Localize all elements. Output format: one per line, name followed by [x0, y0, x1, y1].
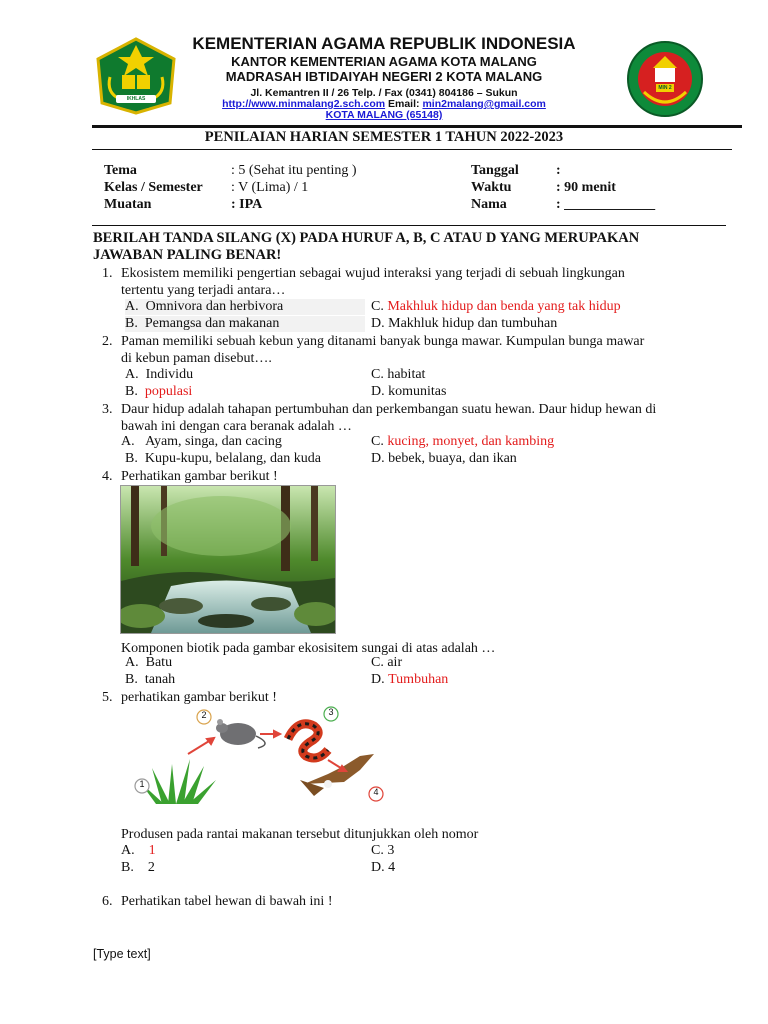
q3-text [121, 401, 741, 435]
waktu-value: : 90 menit [556, 180, 616, 195]
q5-question: Produsen pada rantai makanan tersebut ditunjukkan oleh nomor [121, 827, 479, 842]
q3-number: 3. [102, 402, 113, 417]
email-link[interactable]: min2malang@gmail.com [422, 98, 546, 110]
q1-option-a[interactable] [125, 299, 365, 315]
q4-option-b-text: tanah [144, 672, 176, 687]
q5-option-b-text: 2 [147, 860, 155, 875]
snake-icon [288, 724, 328, 758]
q1-option-a-text: Omnivora dan herbivora [145, 299, 284, 314]
instruction-line-1: BERILAH TANDA SILANG (X) PADA HURUF A, B, C ATAU D YANG MERUPAKAN [93, 230, 640, 246]
nama-label: Nama [471, 197, 507, 212]
q4-option-d[interactable] [371, 672, 448, 688]
q2-option-b-letter: B. [125, 384, 138, 399]
q3-option-d[interactable] [371, 451, 517, 467]
q2-option-c-letter: C. [371, 367, 384, 382]
q3-option-c[interactable] [371, 434, 554, 450]
left-logo-text: IKHLAS BERAMAL [123, 96, 149, 110]
email-label: Email: [388, 98, 420, 110]
city-line [0, 109, 768, 121]
q4-option-c-text: air [387, 655, 403, 670]
q5-option-b-letter: B. [121, 860, 134, 875]
header-divider [92, 125, 742, 128]
q3-option-b-text: Kupu-kupu, belalang, dan kuda [144, 451, 321, 466]
ministry-name: KEMENTERIAN AGAMA REPUBLIK INDONESIA [192, 34, 576, 53]
q6-number: 6. [102, 894, 113, 909]
q3-option-c-text: kucing, monyet, dan kambing [387, 434, 555, 449]
q1-option-d-text: Makhluk hidup dan tumbuhan [388, 316, 558, 331]
waktu-label: Waktu [471, 180, 512, 195]
q1-option-c-text: Makhluk hidup dan benda yang tak hidup [387, 299, 621, 314]
q3-line-1: Daur hidup adalah tahapan pertumbuhan dan perkembangan suatu hewan. Daur hidup hewan di [121, 402, 657, 417]
river-forest-image [120, 485, 336, 634]
q4-option-d-letter: D. [371, 672, 385, 687]
q1-number: 1. [102, 266, 113, 281]
q4-option-c[interactable] [371, 655, 402, 671]
chain-label-2: 2 [201, 710, 207, 720]
q2-option-a-text: Individu [145, 367, 194, 382]
q1-option-b[interactable] [125, 316, 365, 332]
q1-option-d[interactable] [371, 316, 557, 332]
q5-option-a-text: 1 [148, 843, 156, 858]
q2-option-b-text: populasi [144, 384, 193, 399]
school-name: MADRASAH IBTIDAIYAH NEGERI 2 KOTA MALANG [225, 69, 543, 84]
muatan-value: : IPA [231, 197, 263, 212]
tema-value: : 5 (Sehat itu penting ) [231, 163, 357, 178]
q4-option-a-letter: A. [125, 655, 139, 670]
food-chain-image [128, 704, 392, 810]
q5-option-a-letter: A. [121, 843, 135, 858]
info-divider [92, 225, 726, 226]
city-link[interactable]: KOTA MALANG (65148) [325, 109, 443, 121]
kelas-value: : V (Lima) / 1 [231, 180, 309, 195]
q3-line-2: bawah ini dengan cara beranak adalah … [121, 419, 352, 434]
q6-text: Perhatikan tabel hewan di bawah ini ! [121, 894, 333, 909]
q1-line-1: Ekosistem memiliki pengertian sebagai wujud interaksi yang terjadi di sebuah lingkungan [121, 266, 625, 281]
exam-title: PENILAIAN HARIAN SEMESTER 1 TAHUN 2022-2023 [204, 129, 564, 145]
q1-line-2: tertentu yang terjadi antara… [121, 283, 286, 298]
q2-line-2: di kebun paman disebut…. [121, 351, 272, 366]
q2-option-c-text: habitat [387, 367, 426, 382]
right-logo-text: MIN 2 [658, 85, 672, 91]
q5-option-a[interactable] [121, 843, 156, 859]
q4-option-b[interactable] [125, 672, 175, 688]
title-divider [92, 149, 732, 150]
q5-option-d-letter: D. [371, 860, 385, 875]
q4-option-c-letter: C. [371, 655, 384, 670]
tema-label: Tema [104, 163, 137, 178]
q3-option-b-letter: B. [125, 451, 138, 466]
q3-option-b[interactable] [125, 451, 321, 467]
q4-option-a-text: Batu [145, 655, 173, 670]
q3-option-a-text: Ayam, singa, dan cacing [145, 434, 282, 449]
kelas-label: Kelas / Semester [104, 180, 203, 195]
q4-option-d-text: Tumbuhan [388, 672, 449, 687]
q2-option-d-text: komunitas [388, 384, 447, 399]
instruction [93, 230, 733, 264]
q5-number: 5. [102, 690, 113, 705]
q2-option-a-letter: A. [125, 367, 139, 382]
instruction-line-2: JAWABAN PALING BENAR! [93, 247, 282, 263]
q2-option-d-letter: D. [371, 384, 385, 399]
q2-option-c[interactable] [371, 367, 425, 383]
mouse-icon [216, 719, 265, 748]
q5-text: perhatikan gambar berikut ! [121, 690, 277, 705]
muatan-label: Muatan [104, 197, 152, 212]
q1-option-b-text: Pemangsa dan makanan [144, 316, 280, 331]
q5-option-d-text: 4 [388, 860, 396, 875]
q3-option-a-letter: A. [121, 434, 135, 449]
chain-label-3: 3 [328, 707, 334, 717]
grass-icon [140, 759, 216, 804]
q3-option-c-letter: C. [371, 434, 384, 449]
q5-option-b[interactable] [121, 860, 155, 876]
q2-option-a[interactable] [125, 367, 193, 383]
q2-text [121, 333, 741, 367]
q1-text [121, 265, 741, 299]
website-link[interactable]: http://www.minmalang2.sch.com [222, 98, 386, 110]
office-name: KANTOR KEMENTERIAN AGAMA KOTA MALANG [231, 54, 537, 69]
q2-option-d[interactable] [371, 384, 446, 400]
chain-label-4: 4 [373, 787, 379, 797]
tanggal-label: Tanggal [471, 163, 519, 178]
q4-number: 4. [102, 469, 113, 484]
chain-label-1: 1 [139, 779, 145, 789]
q3-option-d-letter: D. [371, 451, 385, 466]
q2-option-b[interactable] [125, 384, 192, 400]
q1-option-c-letter: C. [371, 299, 384, 314]
q5-option-c[interactable] [371, 843, 394, 859]
q3-option-a[interactable] [121, 434, 282, 450]
q4-option-b-letter: B. [125, 672, 138, 687]
address: Jl. Kemantren II / 26 Telp. / Fax (0341) 804186 – Sukun [250, 87, 518, 99]
q4-option-a[interactable] [125, 655, 172, 671]
q3-option-d-text: bebek, buaya, dan ikan [388, 451, 517, 466]
q1-option-d-letter: D. [371, 316, 385, 331]
q2-line-1: Paman memiliki sebuah kebun yang ditanami banyak bunga mawar. Kumpulan bunga mawar [121, 334, 645, 349]
tanggal-value: : [556, 163, 561, 178]
q1-option-a-letter: A. [125, 299, 139, 314]
q5-option-d[interactable] [371, 860, 395, 876]
footer-placeholder: [Type text] [93, 947, 151, 961]
q5-option-c-text: 3 [387, 843, 395, 858]
nama-value: : _____________ [556, 197, 656, 212]
q4-question: Komponen biotik pada gambar ekosisitem sungai di atas adalah … [121, 641, 496, 656]
q1-option-c[interactable] [371, 299, 621, 315]
q5-option-c-letter: C. [371, 843, 384, 858]
q1-option-b-letter: B. [125, 316, 138, 331]
q4-text: Perhatikan gambar berikut ! [121, 469, 278, 484]
q2-number: 2. [102, 334, 113, 349]
